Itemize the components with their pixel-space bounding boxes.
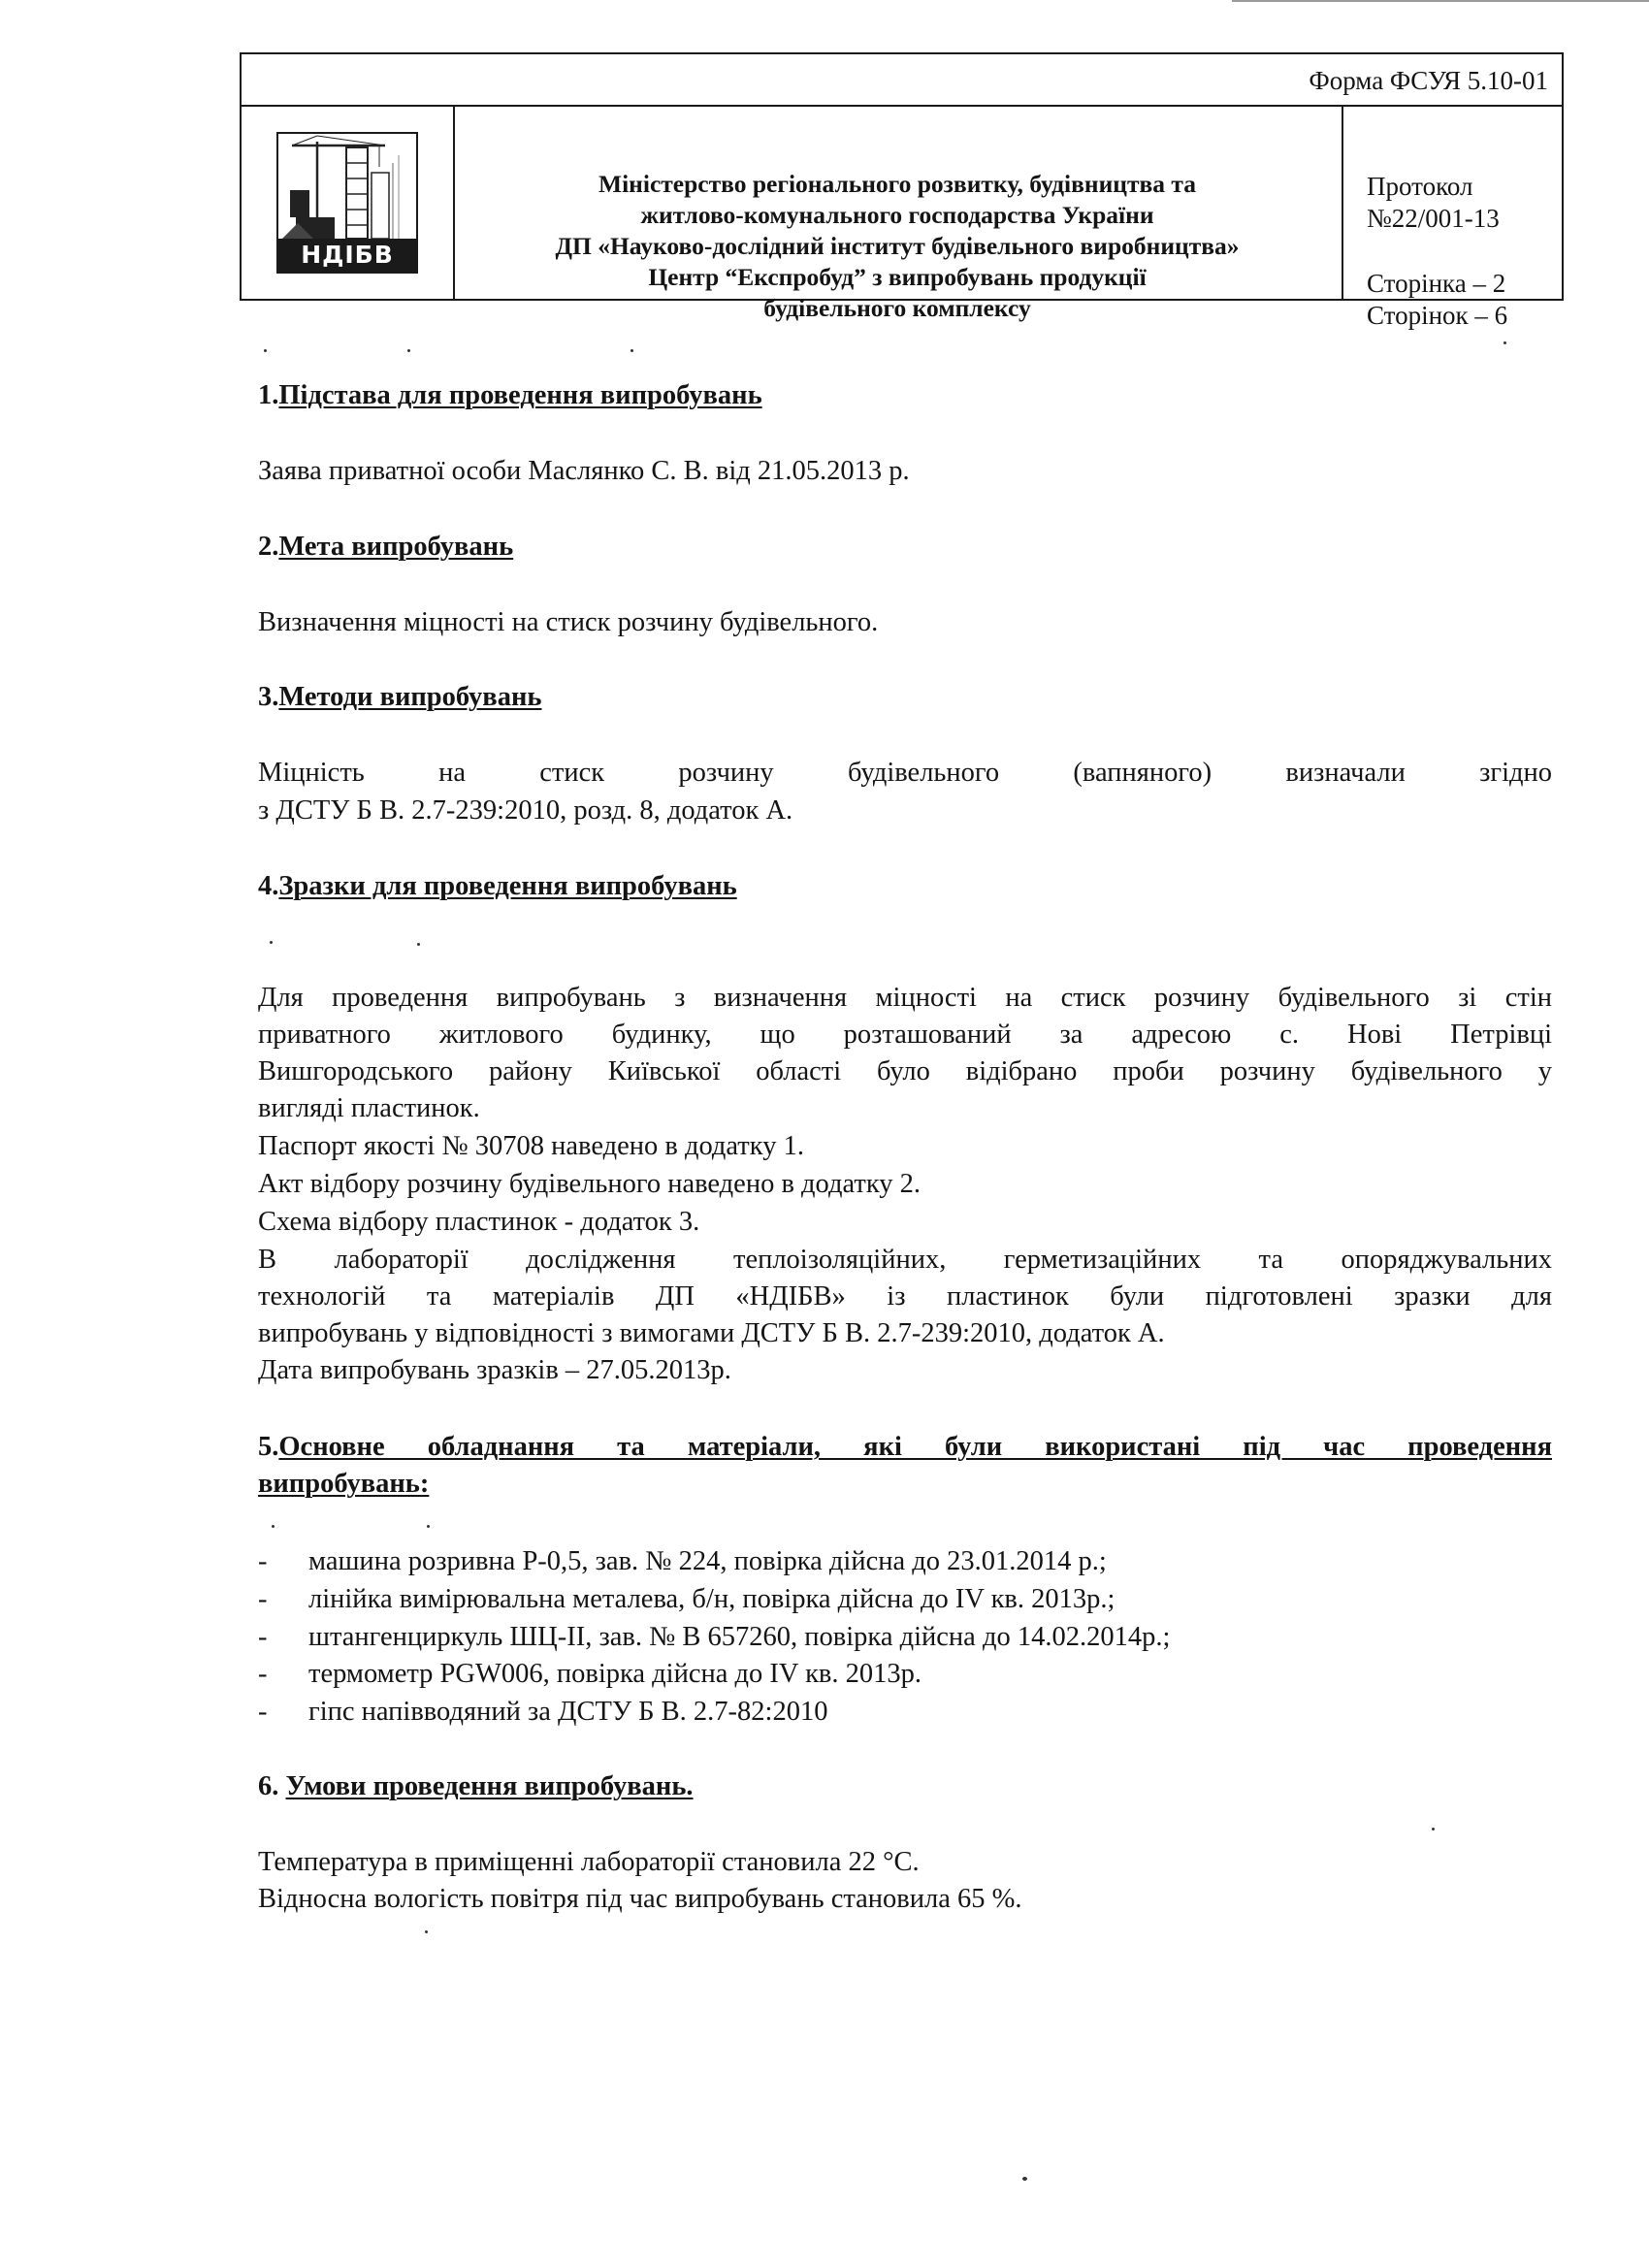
section-number: 2.: [258, 532, 279, 562]
institute-logo: [276, 132, 418, 274]
scan-speck: [270, 941, 273, 944]
section-title: випробувань:: [258, 1469, 430, 1499]
org-line: будівельного комплексу: [763, 294, 1031, 322]
protocol-label: Протокол: [1367, 172, 1473, 201]
scan-speck: [407, 349, 410, 352]
section-4-text-line: В лабораторії дослідження теплоізоляційних, герметизаційних та опоряджувальних: [258, 1245, 1552, 1275]
scan-speck: [1504, 341, 1506, 344]
section-4-text-line: Для проведення випробувань з визначення міцності на стиск розчину будівельного зі стін: [258, 983, 1552, 1013]
section-6-heading: [258, 1771, 694, 1802]
scan-speck: [264, 349, 267, 352]
scan-speck: [630, 349, 633, 352]
org-line: житлово-комунального господарства України: [640, 201, 1154, 229]
section-1-text: Заява приватної особи Маслянко С. В. від 21.05.2013 р.: [258, 456, 910, 486]
section-4-text-line: Паспорт якості № 30708 наведено в додатку 1.: [258, 1131, 804, 1161]
section-5-heading-cont: [258, 1469, 429, 1500]
section-4-text-line: вигляді пластинок.: [258, 1093, 480, 1123]
scan-speck: [1432, 1828, 1435, 1831]
section-6-text-line: Температура в приміщенні лабораторії становила 22 °С.: [258, 1847, 920, 1877]
protocol-number: №22/001-13: [1367, 204, 1500, 233]
organization-name: [453, 105, 1343, 322]
scan-edge-line: [1232, 0, 1649, 2]
page-number: Сторінка – 2: [1367, 269, 1506, 298]
section-title: Методи випробувань: [278, 682, 542, 712]
scan-speck: [272, 1525, 275, 1528]
scan-speck: [425, 1930, 428, 1933]
section-5-heading: [258, 1432, 1552, 1463]
org-line: ДП «Науково-дослідний інститут будівельного виробництва»: [555, 232, 1240, 260]
section-6-text-line: Відносна вологість повітря під час випробувань становила 65 %.: [258, 1884, 1022, 1914]
org-line: Міністерство регіонального розвитку, будівництва та: [598, 170, 1196, 198]
scan-speck: [1022, 2177, 1027, 2181]
section-number: 6.: [258, 1771, 286, 1801]
section-4-text-line: Вишгородського району Київської області було відібрано проби розчину будівельного у: [258, 1056, 1552, 1086]
section-title: Підстава для проведення випробувань: [278, 380, 762, 410]
scan-speck: [427, 1525, 430, 1528]
protocol-info: [1343, 105, 1562, 330]
section-title: Зразки для проведення випробувань: [278, 871, 737, 901]
document-header-table: [240, 52, 1564, 330]
building-crane-icon: [278, 134, 416, 239]
section-2-text: Визначення міцності на стиск розчину будівельного.: [258, 607, 879, 637]
section-4-text-line: Дата випробувань зразків – 27.05.2013р.: [258, 1355, 731, 1385]
section-4-heading: [258, 871, 737, 902]
section-title: Основне обладнання та матеріали, які були використані під час проведення: [278, 1432, 1552, 1462]
section-4-text-line: технологій та матеріалів ДП «НДІБВ» із пластинок були підготовлені зразки для: [258, 1281, 1552, 1312]
logo-cell: [242, 105, 455, 299]
form-code-row: [242, 54, 1562, 107]
section-title: Умови проведення випробувань.: [285, 1771, 694, 1801]
section-number: 5.: [258, 1432, 279, 1462]
section-1-heading: [258, 380, 762, 411]
section-3-text-line: з ДСТУ Б В. 2.7-239:2010, розд. 8, додаток А.: [258, 795, 793, 826]
scan-speck: [417, 943, 420, 946]
section-2-heading: [258, 532, 513, 563]
section-4-text-line: Акт відбору розчину будівельного наведено в додатку 2.: [258, 1169, 922, 1199]
section-4-text-line: випробувань у відповідності з вимогами ДСТУ Б В. 2.7-239:2010, додаток А.: [258, 1318, 1165, 1348]
page-count: Сторінок – 6: [1367, 301, 1508, 330]
section-number: 3.: [258, 682, 279, 712]
section-3-text-line: Міцність на стиск розчину будівельного (вапняного) визначали згідно: [258, 758, 1552, 788]
logo-text: НДІБВ: [278, 239, 416, 272]
section-title: Мета випробувань: [278, 532, 514, 562]
section-4-text-line: Схема відбору пластинок - додаток 3.: [258, 1207, 700, 1237]
section-4-text-line: приватного житлового будинку, що розташований за адресою с. Нові Петрівці: [258, 1020, 1552, 1050]
section-number: 1.: [258, 380, 279, 410]
section-number: 4.: [258, 871, 279, 901]
section-3-heading: [258, 682, 541, 713]
org-line: Центр “Експробуд” з випробувань продукції: [648, 263, 1147, 291]
form-code: Форма ФСУЯ 5.10-01: [1309, 66, 1548, 95]
